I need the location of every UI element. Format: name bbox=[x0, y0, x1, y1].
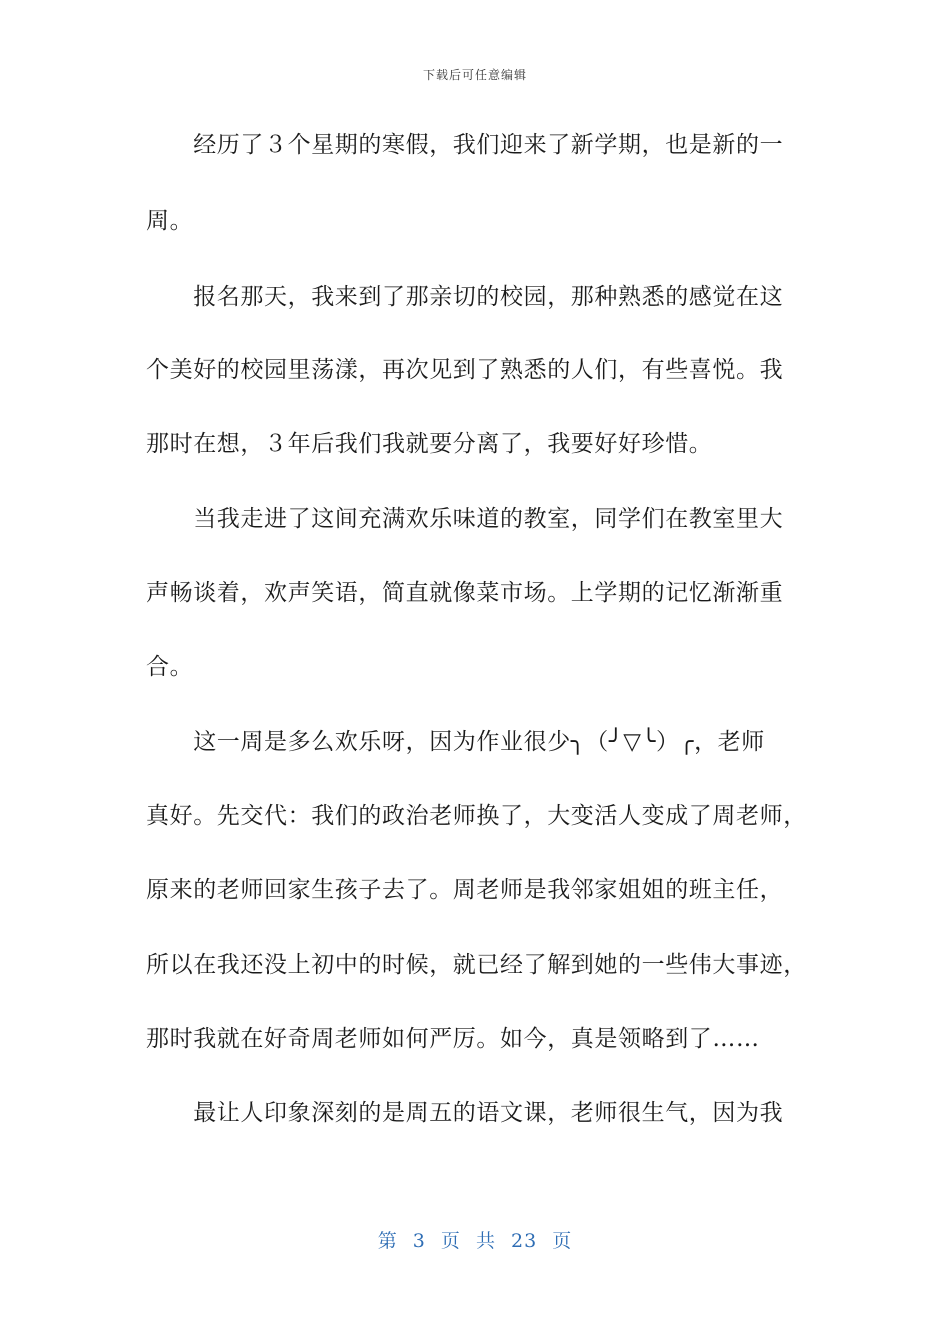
text-line: 那时我就在好奇周老师如何严厉。如今，真是领略到了…… bbox=[146, 1026, 760, 1052]
text-line: 个美好的校园里荡漾，再次见到了熟悉的人们，有些喜悦。我 bbox=[146, 357, 784, 383]
text-line: 声畅谈着，欢声笑语，简直就像菜市场。上学期的记忆渐渐重 bbox=[146, 580, 784, 606]
text-line: 经历了３个星期的寒假，我们迎来了新学期，也是新的一 bbox=[146, 132, 784, 158]
text-line: 周。 bbox=[146, 208, 194, 234]
text-line: 所以在我还没上初中的时候，就已经了解到她的一些伟大事迹， bbox=[146, 952, 807, 978]
text-line: 最让人印象深刻的是周五的语文课，老师很生气，因为我 bbox=[146, 1100, 784, 1126]
text-line: 合。 bbox=[146, 654, 194, 680]
text-line: 原来的老师回家生孩子去了。周老师是我邻家姐姐的班主任， bbox=[146, 877, 784, 903]
text-line: 当我走进了这间充满欢乐味道的教室，同学们在教室里大 bbox=[146, 506, 784, 532]
text-line: 报名那天，我来到了那亲切的校园，那种熟悉的感觉在这 bbox=[146, 284, 784, 310]
text-line: 那时在想，３年后我们我就要分离了，我要好好珍惜。 bbox=[146, 431, 713, 457]
page-header: 下载后可任意编辑 bbox=[422, 68, 527, 82]
text-line: 真好。先交代：我们的政治老师换了，大变活人变成了周老师， bbox=[146, 803, 807, 829]
text-line: 这一周是多么欢乐呀，因为作业很少╮（╯▽╰）╭，老师 bbox=[146, 729, 765, 755]
page-number-footer: 第 3 页 共 23 页 bbox=[377, 1230, 573, 1252]
